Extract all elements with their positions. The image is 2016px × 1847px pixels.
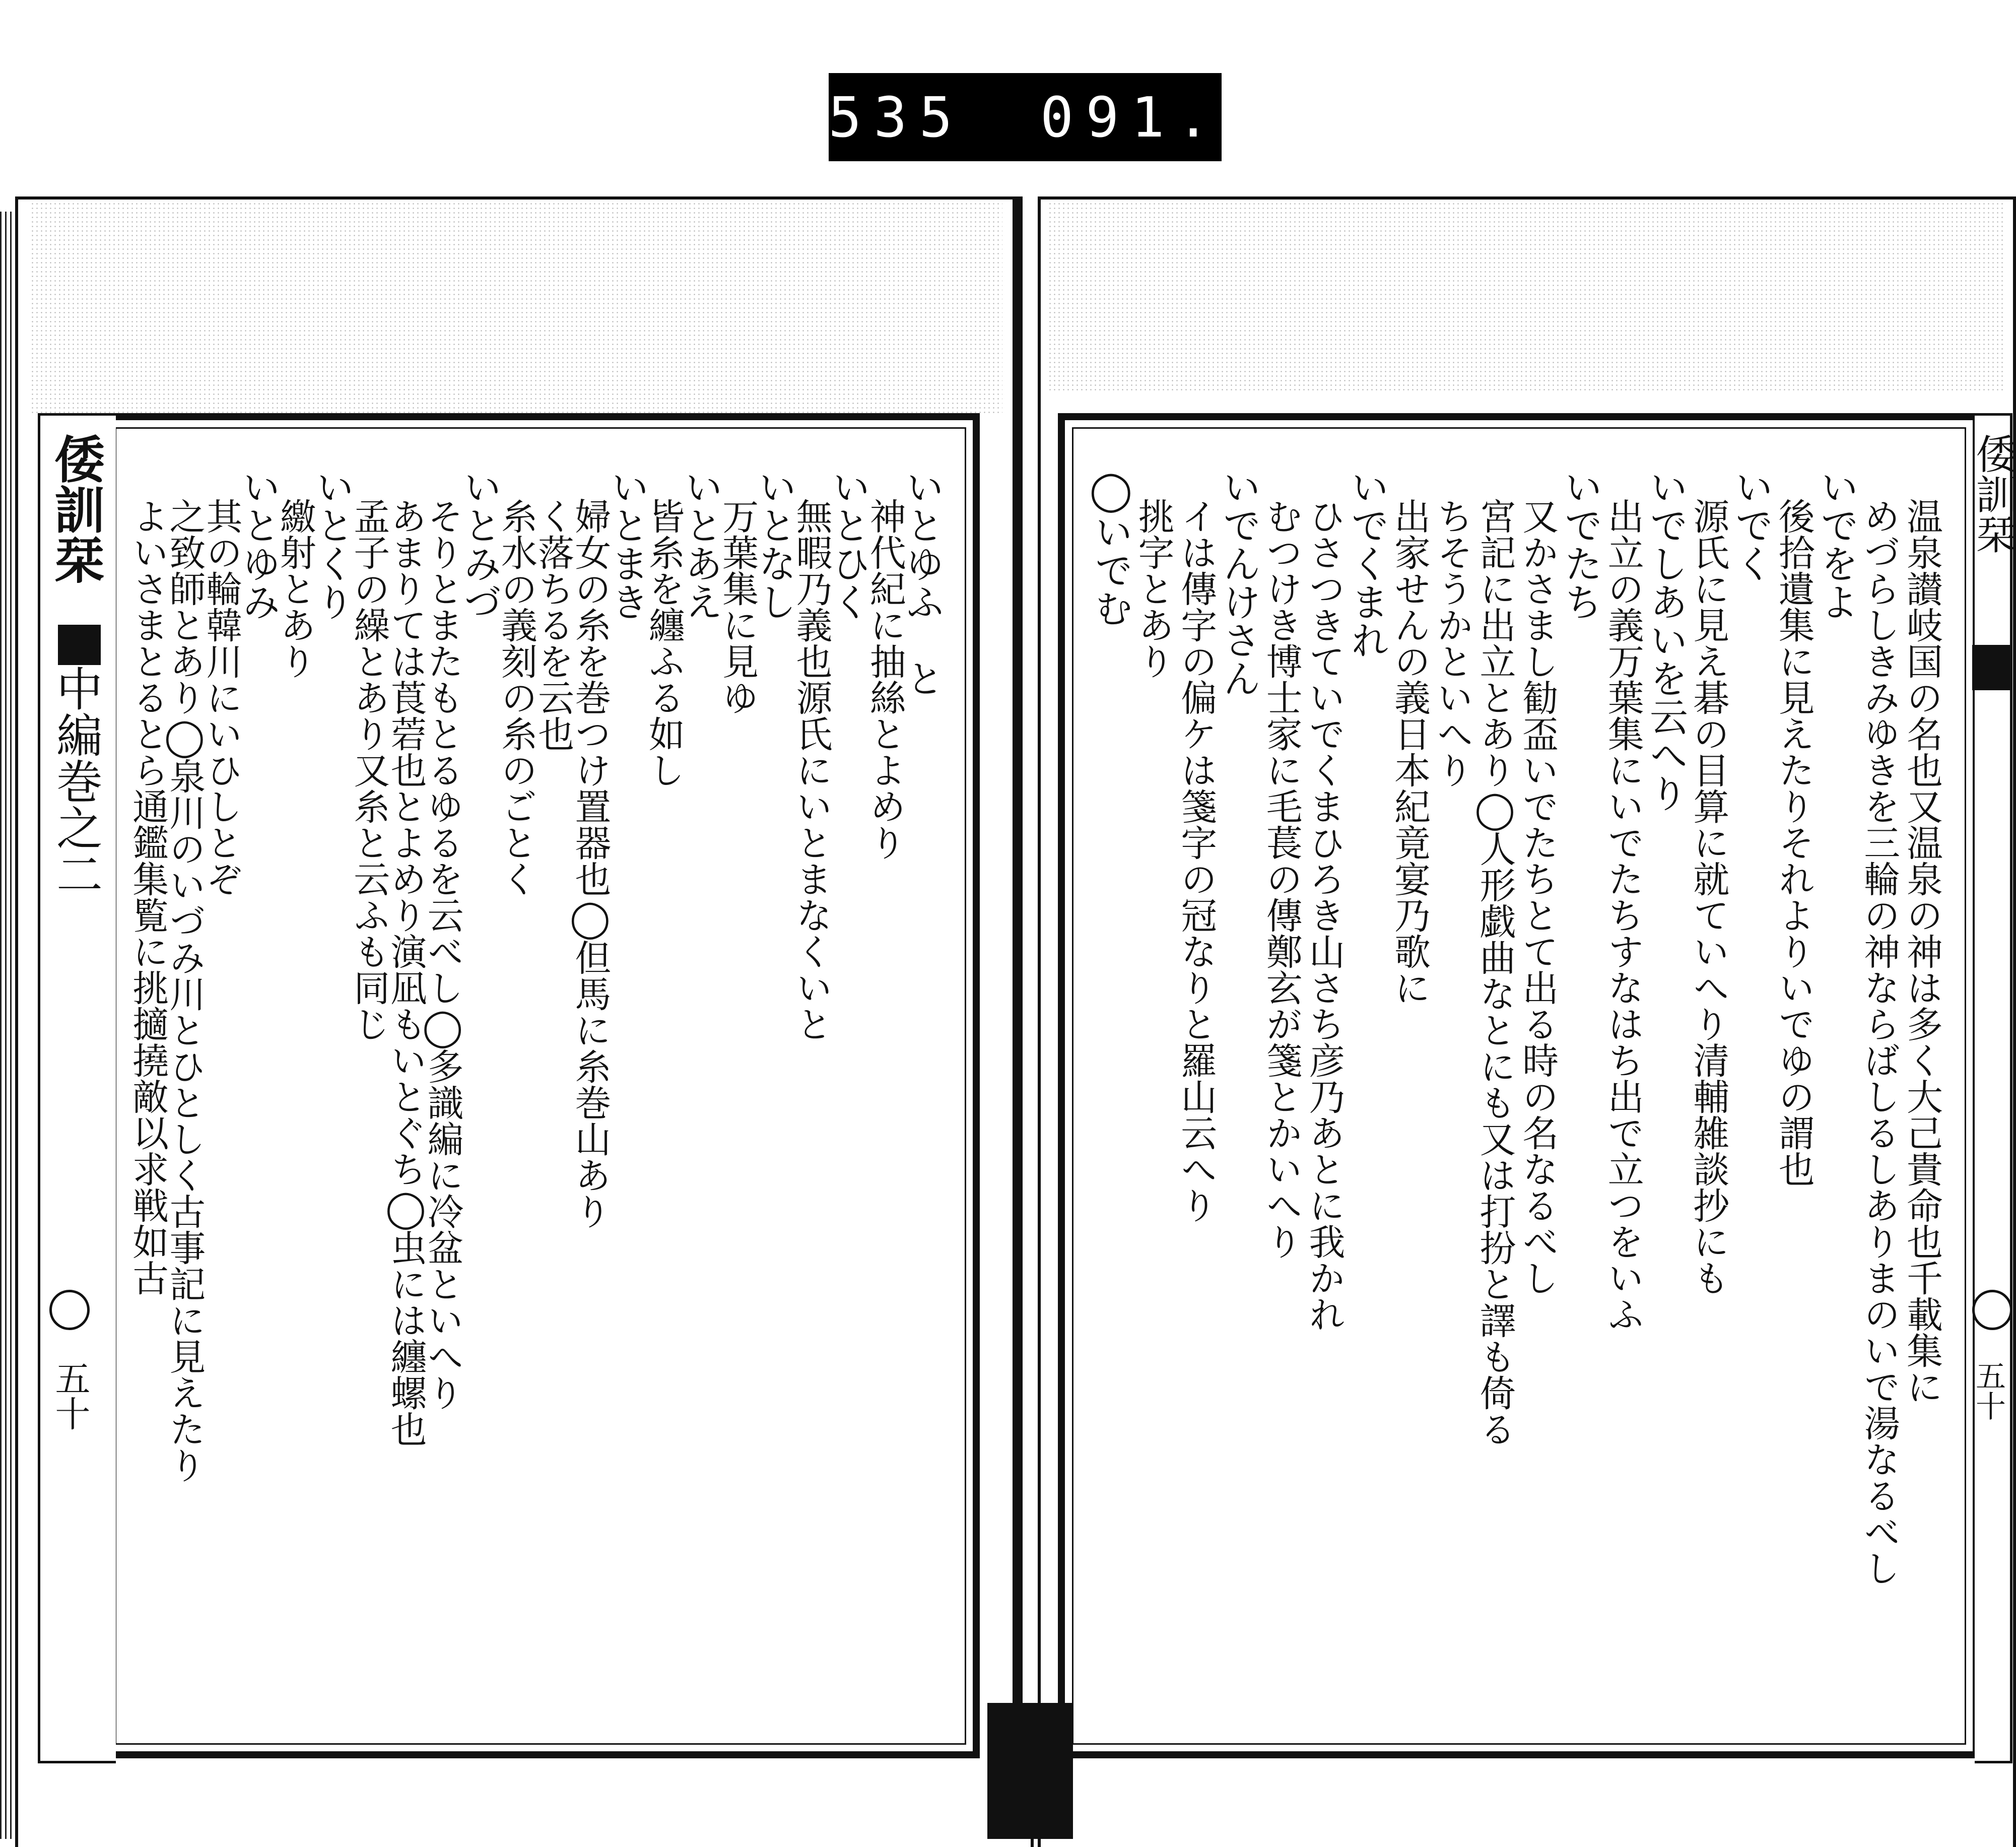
text-column: あまりては莨菪也とよめり演凪もいとぐち◯虫には纏螺也 [384, 498, 427, 1447]
left-margin-volume: 中編巻之二 [49, 665, 103, 897]
entry-headword: いでをよ [1814, 468, 1859, 621]
left-page-text [115, 427, 966, 1745]
text-column: く落ちるを云也 [532, 498, 575, 752]
entry-headword: いとくり [310, 468, 355, 621]
text-column: ちそうかといへり [1431, 498, 1473, 788]
right-margin-folio: 五十 [1971, 1360, 2006, 1421]
text-column: 万葉集に見ゆ [716, 498, 759, 715]
left-margin-folio: 五十 [49, 1360, 91, 1431]
text-column: 神代紀に抽絲とよめり [863, 498, 906, 861]
left-margin-title: 倭訓栞 [46, 433, 105, 584]
text-column: イは傳字の偏ケは箋字の冠なりと羅山云へり [1175, 498, 1218, 1223]
text-column: 出立の義万葉集にいでたちすなはち出で立つをいふ [1601, 498, 1644, 1332]
text-column: 挑字とあり [1132, 498, 1175, 679]
right-page-text [1072, 427, 1966, 1745]
text-column: よいさまとるとら通鑑集覧に挑擿撓敵以求戦如古 [126, 498, 169, 1296]
left-margin-column [38, 413, 116, 1763]
right-margin-fishtail [1972, 645, 2012, 690]
left-margin-fishtail [58, 625, 101, 665]
text-column: むつけき博士家に毛萇の傳鄭玄が箋とかいへり [1260, 498, 1303, 1260]
text-column: ひさつきていでくまひろき山さち彦乃あとに我かれ [1303, 498, 1346, 1332]
right-margin-title: 倭訓栞 [1969, 433, 2016, 554]
text-column: 其の輪韓川にいひしとぞ [200, 498, 243, 897]
entry-headword: いでんけさん [1217, 468, 1261, 697]
left-margin-circle-icon [49, 1290, 90, 1330]
text-column: そりとまたもとるゆるを云べし◯多識編に冷盆といへり [421, 498, 464, 1411]
entry-headword: いとあえ [678, 468, 723, 621]
entry-headword: いでしあいを云へり [1643, 468, 1689, 812]
right-margin-circle-icon [1972, 1290, 2012, 1330]
text-column: 糸水の義刻の糸のごとく [495, 498, 537, 897]
text-column: 無暇乃義也源氏にいとまなくいと [790, 498, 833, 1042]
text-column: 宮記に出立とあり◯人形戯曲なとにも又は打扮と譯も倚る [1473, 498, 1516, 1447]
entry-headword: いとまき [604, 468, 650, 621]
archive-number-left: 535 [828, 85, 965, 150]
text-column: めづらしきみゆきを三輪の神ならばしるしありまのいで湯なるべし [1858, 498, 1901, 1586]
text-column: 出家せんの義日本紀竟宴乃歌に [1388, 498, 1431, 1006]
text-column: 婦女の糸を巻つけ置器也◯但馬に糸巻山あり [569, 498, 612, 1229]
text-column: 孟子の繰とあり又糸と云ふも同じ [348, 498, 390, 1042]
book-spine [1013, 196, 1023, 1839]
text-column: 源氏に見え碁の目算に就ていへり清輔雑談抄にも [1687, 498, 1730, 1296]
left-page-texture [30, 202, 1002, 413]
text-column: 之致師とあり◯泉川のいづみ川とひとしく古事記に見えたり [163, 498, 206, 1483]
spine-gutter [1023, 196, 1038, 1839]
entry-headword: いとゆふ と [899, 468, 945, 697]
entry-headword: いとひく [826, 468, 871, 621]
archive-number-right: 091. [1040, 85, 1222, 150]
entry-headword: いとみづ [457, 468, 502, 621]
spine-bottom-block [987, 1703, 1073, 1839]
archive-number-label [829, 73, 1222, 161]
text-column: 又かさまし勧盃いでたちとて出る時の名なるべし [1516, 498, 1559, 1296]
text-column: 繳射とあり [274, 498, 316, 679]
entry-headword: いとなし [752, 468, 797, 621]
entry-headword: いでくまれ [1345, 468, 1390, 659]
right-page-texture [1048, 202, 2005, 393]
entry-headword: いとゆみ [236, 468, 281, 621]
entry-headword: ◯いでむ [1088, 468, 1133, 627]
text-column: 温泉讃岐国の名也又温泉の神は多く大己貴命也千載集に [1901, 498, 1943, 1405]
entry-headword: いでたち [1558, 468, 1603, 621]
entry-headword: いでく [1729, 468, 1774, 582]
text-column: 後拾遺集に見えたりそれよりいでゆの謂也 [1772, 498, 1815, 1187]
text-column: 皆糸を纏ふる如し [642, 498, 685, 788]
